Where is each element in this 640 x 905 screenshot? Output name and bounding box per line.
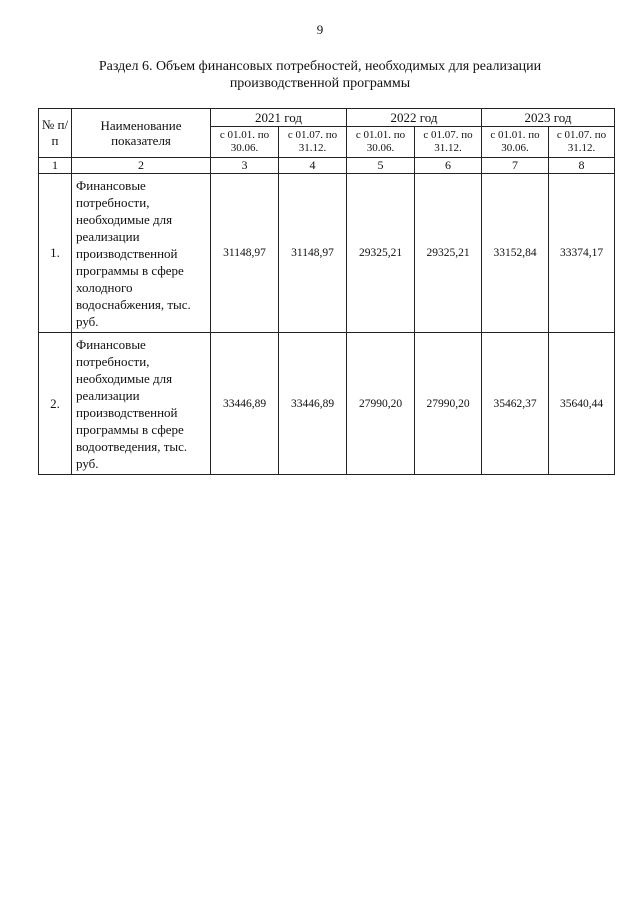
row-number: 1. bbox=[39, 174, 72, 333]
value-cell: 33152,84 bbox=[482, 174, 549, 333]
value-cell: 27990,20 bbox=[347, 333, 415, 475]
column-index-cell: 7 bbox=[482, 158, 549, 174]
value-cell: 33446,89 bbox=[279, 333, 347, 475]
header-period-2022-h1: с 01.01. по 30.06. bbox=[347, 127, 415, 158]
header-year-2022: 2022 год bbox=[347, 109, 482, 127]
financial-needs-table bbox=[38, 108, 615, 475]
value-cell: 35640,44 bbox=[549, 333, 615, 475]
value-cell: 31148,97 bbox=[211, 174, 279, 333]
column-index-cell: 5 bbox=[347, 158, 415, 174]
header-number: № п/п bbox=[39, 109, 72, 158]
column-index-row bbox=[39, 158, 615, 174]
value-cell: 29325,21 bbox=[415, 174, 482, 333]
page-number: 9 bbox=[316, 22, 324, 37]
header-year-2023: 2023 год bbox=[482, 109, 615, 127]
column-index-cell: 1 bbox=[39, 158, 72, 174]
table-row bbox=[39, 333, 615, 475]
header-period-2021-h2: с 01.07. по 31.12. bbox=[279, 127, 347, 158]
section-title-line-2: производственной программы bbox=[229, 76, 411, 91]
value-cell: 29325,21 bbox=[347, 174, 415, 333]
row-number: 2. bbox=[39, 333, 72, 475]
column-index-cell: 2 bbox=[72, 158, 211, 174]
table-row bbox=[39, 174, 615, 333]
row-indicator-name: Финансовые потребности, необходимые для реализации производственной программы в сфере водоотведения, тыс. руб. bbox=[72, 333, 211, 475]
header-period-2021-h1: с 01.01. по 30.06. bbox=[211, 127, 279, 158]
header-indicator-name: Наименование показателя bbox=[72, 109, 211, 158]
value-cell: 33446,89 bbox=[211, 333, 279, 475]
header-period-2023-h2: с 01.07. по 31.12. bbox=[549, 127, 615, 158]
section-title-line-1: Раздел 6. Объем финансовых потребностей, необходимых для реализации bbox=[98, 59, 542, 74]
header-year-2021: 2021 год bbox=[211, 109, 347, 127]
column-index-cell: 4 bbox=[279, 158, 347, 174]
column-index-cell: 3 bbox=[211, 158, 279, 174]
section-title bbox=[60, 58, 580, 92]
value-cell: 33374,17 bbox=[549, 174, 615, 333]
header-period-2023-h1: с 01.01. по 30.06. bbox=[482, 127, 549, 158]
column-index-cell: 6 bbox=[415, 158, 482, 174]
value-cell: 27990,20 bbox=[415, 333, 482, 475]
row-indicator-name: Финансовые потребности, необходимые для реализации производственной программы в сфере холодного водоснабжения, тыс. руб. bbox=[72, 174, 211, 333]
header-period-2022-h2: с 01.07. по 31.12. bbox=[415, 127, 482, 158]
value-cell: 31148,97 bbox=[279, 174, 347, 333]
column-index-cell: 8 bbox=[549, 158, 615, 174]
value-cell: 35462,37 bbox=[482, 333, 549, 475]
